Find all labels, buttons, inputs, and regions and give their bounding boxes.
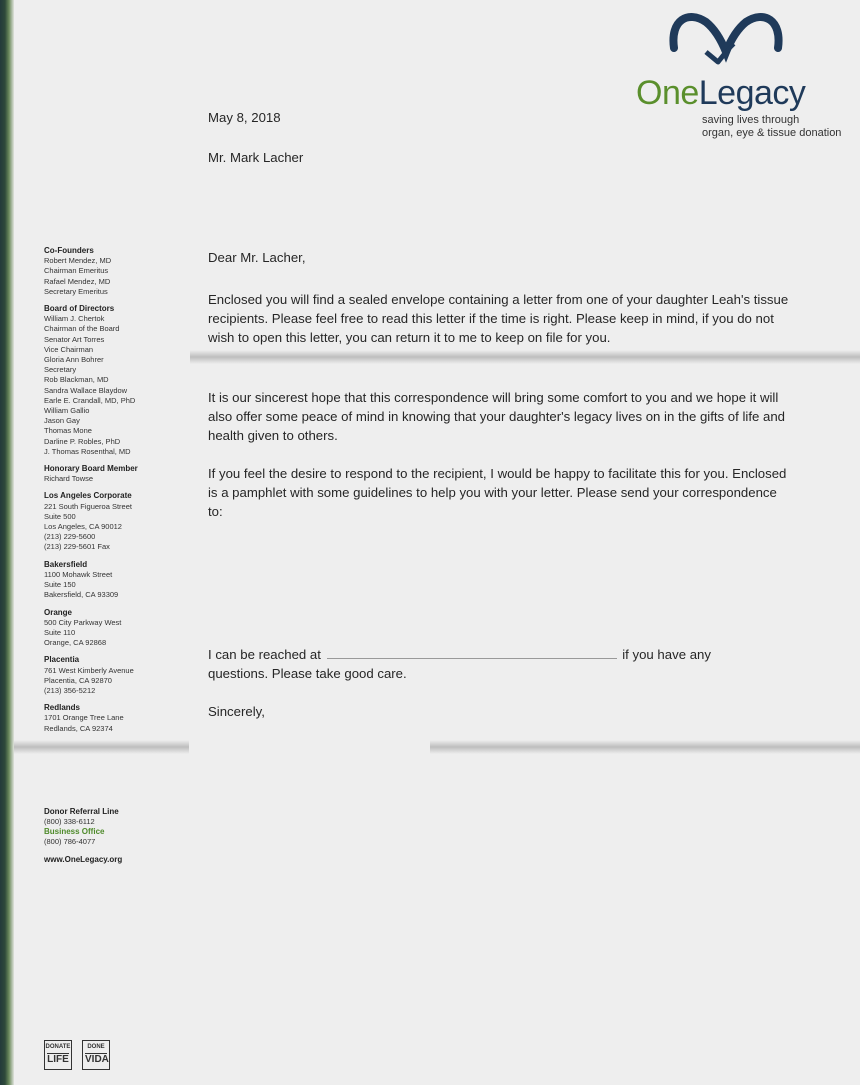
letter-closing: Sincerely, [208,704,265,719]
sidebar-board: Board of Directors William J. Chertok Chairman of the Board Senator Art Torres Vice Chairman Gloria Ann Bohrer Secretary Rob Blackman, MD Sandra Wallace Blaydow Earle E. Crandall, MD, PhD William Gallio Jason Gay Thomas Mone Darline P. Robles, PhD J. Thomas Rosenthal, MD [44,304,136,456]
website-link: www.OneLegacy.org [44,854,123,864]
sidebar-office-orange: Orange 500 City Parkway West Suite 110 Orange, CA 92868 [44,607,122,648]
donate-life-logo: DONATE LIFE [44,1040,72,1070]
logo-tagline: saving lives through organ, eye & tissue donation [702,114,842,139]
sidebar-office-redlands: Redlands 1701 Orange Tree Lane Redlands, CA 92374 [44,703,124,733]
letter-salutation: Dear Mr. Lacher, [208,250,306,265]
onelegacy-logo [636,8,846,148]
redacted-blank [327,644,617,659]
business-office-label: Business Office [44,827,105,837]
sidebar-office-bakersfield: Bakersfield 1100 Mohawk Street Suite 150 Bakersfield, CA 93309 [44,559,119,600]
letter-paragraph: It is our sincerest hope that this correspondence will bring some comfort to you and we hope it will also offer some peace of mind in knowing that your daughter's legacy lives on in the gifts of life and health given to others. [208,390,785,443]
sidebar-office-la: Los Angeles Corporate 221 South Figueroa Street Suite 500 Los Angeles, CA 90012 (213) 229-5600 (213) 229-5601 Fax [44,491,132,552]
done-vida-logo: DONE VIDA [82,1040,110,1070]
sidebar-office-placentia: Placentia 761 West Kimberly Avenue Placentia, CA 92870 (213) 356-5212 [44,655,134,695]
donate-logos [44,1040,120,1070]
sidebar-cofounders: Co-Founders Robert Mendez, MD Chairman Emeritus Rafael Mendez, MD Secretary Emeritus [44,246,112,296]
scan-edge [0,0,14,1085]
business-office-phone: (800) 786-4077 [44,837,96,847]
letterhead-sidebar [44,246,184,872]
sidebar-contact [44,807,184,865]
sidebar-honorary: Honorary Board Member Richard Towse [44,464,138,484]
referral-line-phone: (800) 338-6112 [44,816,95,826]
onelegacy-logo-mark-icon [666,8,786,80]
letter-recipient: Mr. Mark Lacher [208,150,304,165]
scan-streak [190,350,860,364]
letter-date: May 8, 2018 [208,110,281,125]
letter-paragraph: If you feel the desire to respond to the recipient, I would be happy to facilitate this for you. Enclosed is a pamphlet with some guidelines to help you with your letter. Please send your correspondence to: [208,466,787,519]
letter-paragraph: I can be reached at if you have any questions. Please take good care. [208,644,794,683]
letter-paragraph: Enclosed you will find a sealed envelope containing a letter from one of your daughter Leah's tissue recipients. Please feel free to read this letter if the time is right. Please keep in mind, if you do not wish to open this letter, you can return it to me to keep on file for you. [208,292,789,345]
scan-streak [430,740,860,754]
referral-line-label: Donor Referral Line [44,806,119,816]
logo-wordmark: OneLegacy [636,74,806,112]
